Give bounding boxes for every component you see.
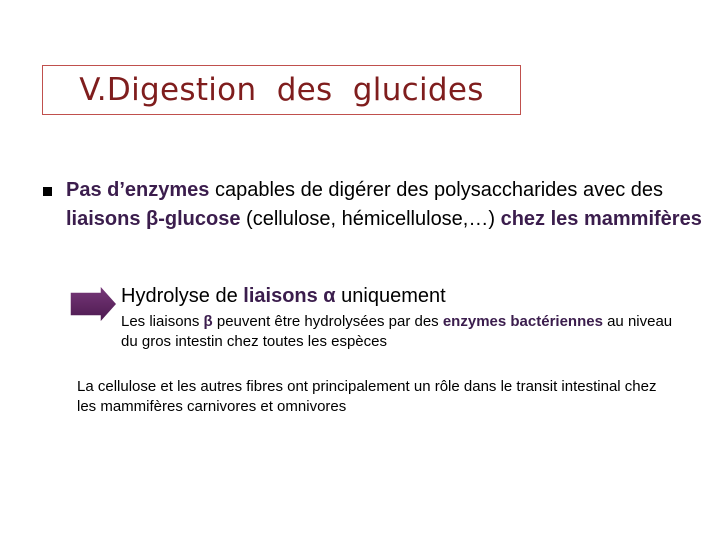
hydrolysis-text-part: uniquement [335,285,446,307]
note-text-part: Les liaisons [121,313,204,330]
right-arrow-icon [68,284,118,324]
emphasis-mammals: chez les mammifères [500,208,702,230]
note-text-part: peuvent être hydrolysées par des [212,313,443,330]
hydrolysis-line [121,283,446,309]
bullet-square-icon [43,187,52,196]
emphasis-beta: β [203,313,213,330]
bacterial-note [121,312,681,352]
title-box [42,65,521,115]
emphasis-no-enzymes: Pas d’enzymes [66,179,210,201]
slide-title: V.Digestion des glucides [79,72,484,108]
fibre-role-paragraph: La cellulose et les autres fibres ont principalement un rôle dans le transit intestinal chez les mammifères carnivores et omnivores [77,378,657,415]
note-text-part: au niveau du gros intestin chez toutes les espèces [121,313,673,350]
bullet-text-part: capables de digérer des polysaccharides avec des [209,179,664,201]
hydrolysis-text-part: Hydrolyse de [121,285,244,307]
emphasis-alpha-bonds: liaisons α [243,285,336,307]
bullet-text-part: (cellulose, hémicellulose,…) [240,208,501,230]
bullet-paragraph [66,176,706,234]
emphasis-bacterial-enzymes: enzymes bactériennes [442,313,603,330]
emphasis-beta-glucose: liaisons β-glucose [66,208,241,230]
